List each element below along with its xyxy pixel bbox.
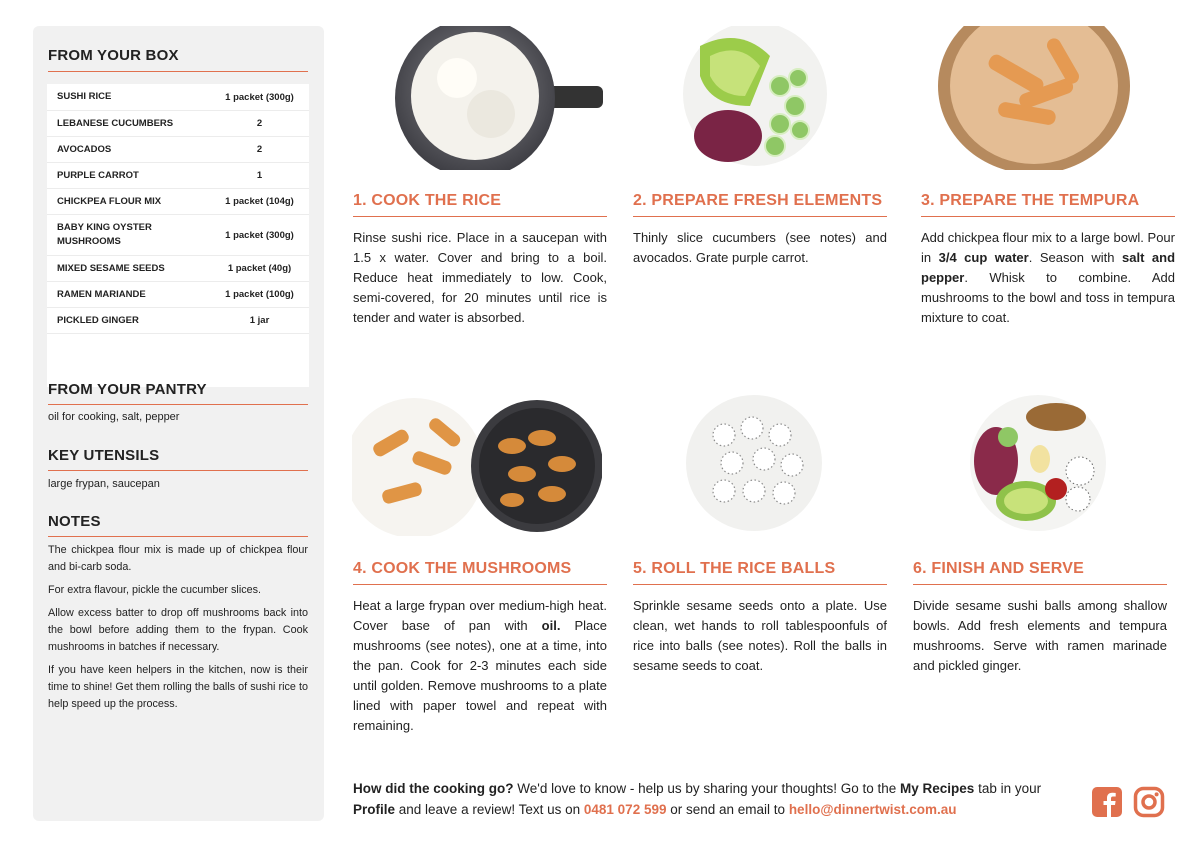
ingredient-qty: 1 — [256, 170, 263, 181]
bold-segment: My Recipes — [900, 781, 975, 796]
text-segment: . Whisk to combine. Add mushrooms to the bowl and toss in tempura mixture to coat. — [921, 270, 1175, 325]
text-segment: tab in your — [974, 781, 1042, 796]
table-row — [47, 282, 309, 308]
table-row — [47, 137, 309, 163]
table-row — [47, 215, 309, 256]
notes-list — [48, 542, 308, 719]
ingredient-name: PURPLE CARROT — [57, 169, 139, 181]
step-5-image — [684, 393, 824, 533]
step-3-title: 3. PREPARE THE TEMPURA — [921, 192, 1140, 209]
table-row — [47, 111, 309, 137]
step-4-image — [352, 396, 602, 536]
table-row — [47, 256, 309, 282]
step-3-rule — [921, 216, 1175, 217]
note-item: Allow excess batter to drop off mushrooms back into the bowl before adding them to the frypan. Cook mushrooms in batches if necessary. — [48, 607, 308, 653]
pantry-text: oil for cooking, salt, pepper — [48, 411, 180, 423]
bold-segment: How did the cooking go? — [353, 781, 514, 796]
ingredient-name: AVOCADOS — [57, 143, 112, 155]
ingredient-qty: 1 packet (300g) — [225, 91, 294, 103]
text-segment: . Season with — [1028, 250, 1123, 265]
contact-link[interactable]: hello@dinnertwist.com.au — [788, 802, 957, 817]
text-segment: We'd love to know - help us by sharing your thoughts! Go to the — [513, 781, 901, 796]
pantry-rule — [48, 404, 308, 405]
ingredient-qty: 2 — [256, 118, 263, 129]
ingredient-qty: 1 packet (300g) — [225, 229, 294, 241]
table-row — [47, 163, 309, 189]
note-item: The chickpea flour mix is made up of chickpea flour and bi-carb soda. — [48, 544, 308, 573]
step-1-image — [395, 26, 605, 170]
text-segment: Thinly slice cucumbers (see notes) and avocados. Grate purple carrot. — [633, 230, 887, 265]
text-segment: and leave a review! Text us on — [395, 802, 584, 817]
ingredient-name: RAMEN MARIANDE — [57, 288, 146, 300]
text-segment: Place mushrooms (see notes), one at a time, into the pan. Cook for 2-3 minutes each side until golden. Remove mushrooms to a plate lined with paper towel and repeat with remaining. — [353, 618, 608, 733]
step-2-body — [633, 228, 887, 268]
step-1-rule — [353, 216, 607, 217]
table-row — [47, 84, 309, 111]
step-4-rule — [353, 584, 607, 585]
step-6-body — [913, 596, 1167, 676]
ingredient-qty: 1 packet (100g) — [225, 289, 294, 300]
utensils-rule — [48, 470, 308, 471]
notes-title: NOTES — [48, 513, 101, 530]
from-box-rule — [48, 71, 308, 72]
ingredient-qty: 1 packet (104g) — [225, 196, 294, 207]
text-segment: Rinse sushi rice. Place in a saucepan with 1.5 x water. Cover and bring to a boil. Reduce heat immediately to low. Cook, semi-covered, for 20 minutes until rice is tender and water is absorbed. — [353, 230, 607, 325]
bold-segment: salt and pepper — [921, 250, 1176, 285]
step-6-rule — [913, 584, 1167, 585]
box-ingredients-table — [47, 84, 309, 387]
step-6-title: 6. FINISH AND SERVE — [913, 560, 1084, 577]
utensils-text: large frypan, saucepan — [48, 478, 160, 490]
step-3-body — [921, 228, 1175, 328]
step-4-title: 4. COOK THE MUSHROOMS — [353, 560, 572, 577]
contact-link[interactable]: 0481 072 599 — [583, 802, 667, 817]
review-footer — [353, 778, 1073, 820]
from-box-title: FROM YOUR BOX — [48, 47, 179, 64]
pantry-title: FROM YOUR PANTRY — [48, 381, 207, 398]
step-6-image — [968, 393, 1108, 533]
instagram-icon[interactable] — [1133, 786, 1165, 818]
step-4-body — [353, 596, 607, 736]
text-segment: Add chickpea flour mix to a large bowl. Pour in — [921, 230, 1175, 265]
notes-rule — [48, 536, 308, 537]
ingredient-name: CHICKPEA FLOUR MIX — [57, 195, 162, 207]
table-row — [47, 189, 309, 215]
ingredients-sidebar — [33, 26, 324, 821]
step-2-title: 2. PREPARE FRESH ELEMENTS — [633, 192, 883, 209]
ingredient-qty: 1 jar — [249, 315, 270, 326]
ingredient-name: LEBANESE CUCUMBERS — [57, 117, 174, 129]
step-5-rule — [633, 584, 887, 585]
facebook-icon[interactable] — [1091, 786, 1123, 818]
text-segment: Sprinkle sesame seeds onto a plate. Use clean, wet hands to roll tablespoonfuls of rice into balls (see notes). Roll the balls in sesame seeds to coat. — [633, 598, 887, 673]
ingredient-name: BABY KING OYSTER MUSHROOMS — [57, 222, 152, 247]
bold-segment: oil. — [541, 618, 561, 633]
step-3-image — [938, 26, 1130, 170]
ingredient-qty: 1 packet (40g) — [227, 263, 292, 274]
step-1-body — [353, 228, 607, 328]
note-item: If you have keen helpers in the kitchen, now is their time to shine! Get them rolling the balls of sushi rice to help speed up the process. — [48, 664, 308, 710]
step-2-rule — [633, 216, 887, 217]
ingredient-qty: 2 — [256, 144, 263, 155]
bold-segment: Profile — [353, 802, 396, 817]
text-segment: or send an email to — [666, 802, 789, 817]
ingredient-name: MIXED SESAME SEEDS — [57, 262, 165, 274]
step-5-body — [633, 596, 887, 676]
ingredient-name: SUSHI RICE — [57, 91, 112, 102]
bold-segment: 3/4 cup water — [938, 250, 1029, 265]
ingredient-name: PICKLED GINGER — [57, 314, 139, 326]
step-5-title: 5. ROLL THE RICE BALLS — [633, 560, 836, 577]
step-2-image — [680, 26, 830, 170]
step-1-title: 1. COOK THE RICE — [353, 192, 502, 209]
text-segment: Divide sesame sushi balls among shallow bowls. Add fresh elements and tempura mushrooms. Serve with ramen marinade and pickled ginger. — [913, 598, 1167, 673]
utensils-title: KEY UTENSILS — [48, 447, 160, 464]
table-row — [47, 308, 309, 334]
note-item: For extra flavour, pickle the cucumber slices. — [48, 584, 262, 596]
text-segment: Heat a large frypan over medium-high heat. Cover base of pan with — [353, 598, 607, 633]
